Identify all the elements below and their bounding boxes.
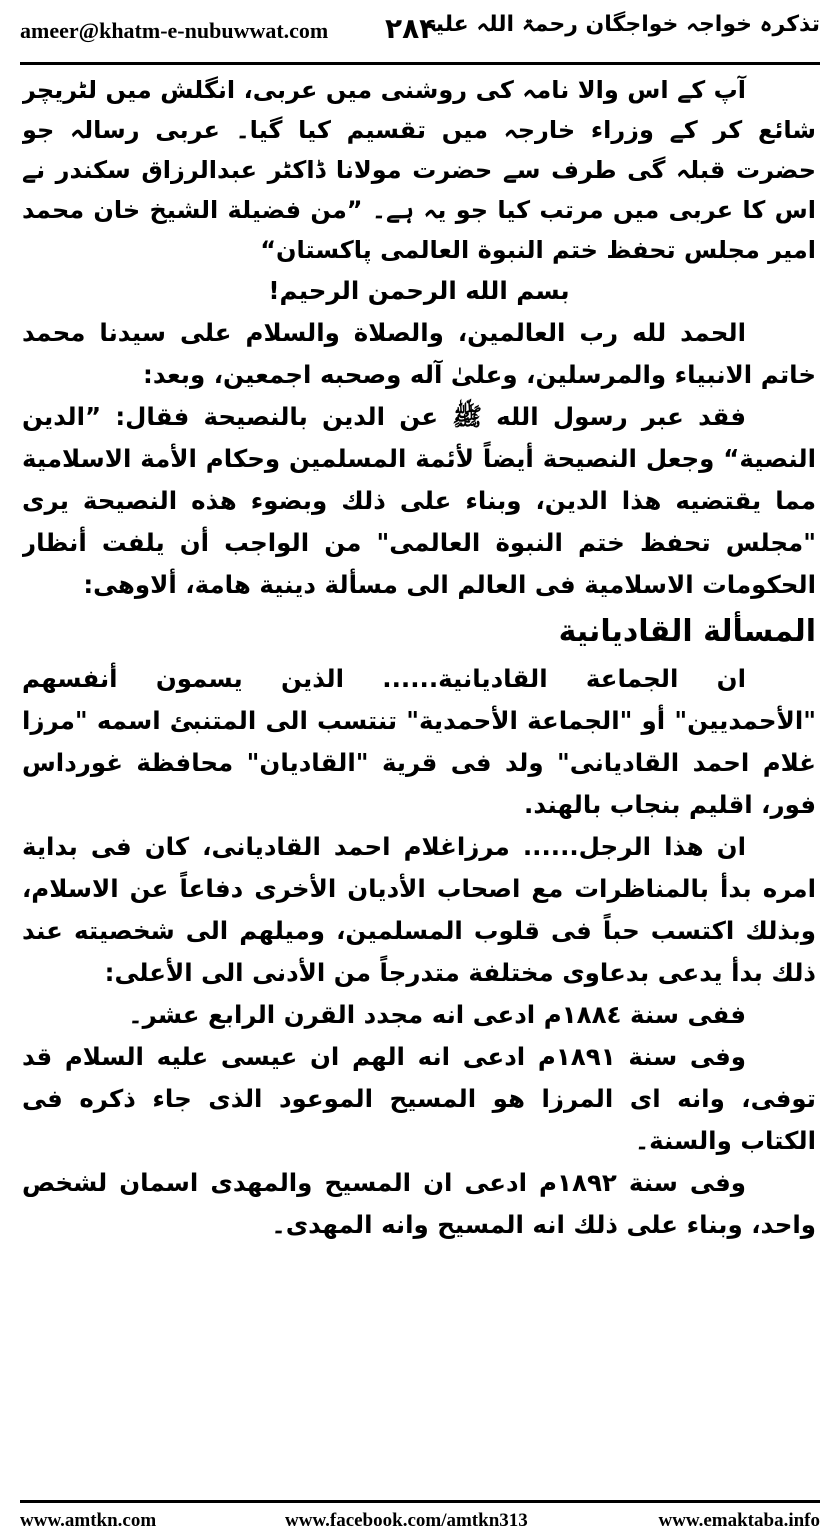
footer-link-emaktaba[interactable]: www.emaktaba.info xyxy=(658,1510,820,1531)
footer-divider xyxy=(20,1500,820,1503)
intro-paragraph: آپ کے اس والا نامہ کی روشنی میں عربی، انگلش میں لٹریچر شائع کر کے وزراء خارجہ میں تقسیم کیا گیا۔ عربی رسالہ جو حضرت قبلہ گی طرف سے حضرت مولانا ڈاکٹر عبدالرزاق سکندر نے اس کا عربی میں مرتب کیا جو یہ ہے۔ ”من فضيلة الشيخ خان محمد امير مجلس تحفظ ختم النبوة العالمی پاکستان“ xyxy=(22,76,816,264)
footer-link-facebook[interactable]: www.facebook.com/amtkn313 xyxy=(285,1510,528,1531)
hamd-paragraph: الحمد لله رب العالمين، والصلاة والسلام على سيدنا محمد خاتم الانبياء والمرسلين، وعلىٰ آله وصحبه اجمعين، وبعد: xyxy=(22,318,816,389)
basmala: بسم الله الرحمن الرحيم! xyxy=(268,276,570,305)
year-1891-paragraph: وفى سنة ١٨٩١م ادعى انه الهم ان عيسى عليه السلام قد توفى، وانه اى المرزا هو المسيح الموعود الذى جاء ذكره فى الكتاب والسنة۔ xyxy=(22,1042,816,1155)
header-email: ameer@khatm-e-nubuwwat.com xyxy=(20,18,329,43)
page-number: ۲۸۴ xyxy=(385,12,437,45)
jamaa-paragraph: ان الجماعة القاديانية...... الذين يسمون أنفسهم "الأحمديين" أو "الجماعة الأحمدية" تنتسب الى المتنبئ اسمه "مرزا غلام احمد القاديانى" ولد فى قرية "القاديان" محافظة غورداس فور، اقليم بنجاب بالهند. xyxy=(22,664,816,819)
header-divider xyxy=(20,62,820,65)
year-1884-paragraph: ففى سنة ١٨٨٤م ادعى انه مجدد القرن الرابع عشر۔ xyxy=(128,1000,746,1029)
book-title: تذکرہ خواجہ خواجگان رحمۃ اللہ علیہ xyxy=(422,12,820,37)
page-footer xyxy=(20,1510,820,1536)
year-1892-paragraph: وفى سنة ١٨٩٢م ادعى ان المسيح والمهدى اسمان لشخص واحد، وبناء على ذلك انه المسيح وانه المهدى۔ xyxy=(22,1168,816,1239)
rajul-paragraph: ان هذا الرجل...... مرزاغلام احمد القاديانى، كان فى بداية امره بدأ بالمناظرات مع اصحاب الأديان الأخرى دفاعاً عن الاسلام، وبذلك اكتسب حباً فى قلوب المسلمين، وميلهم الى شخصيته عند ذلك بدأ يدعى بدعاوى مختلفة متدرجاً من الأدنى الى الأعلى: xyxy=(22,832,816,987)
nasiha-paragraph: فقد عبر رسول الله ﷺ عن الدين بالنصيحة فقال: ”الدين النصية“ وجعل النصيحة أيضاً لأئمة المسلمين وحكام الأمة الاسلامية مما يقتضيه هذا الدين، وبناء على ذلك وبضوء هذه النصيحة يرى "مجلس تحفظ ختم النبوة العالمی" من الواجب أن يلفت أنظار الحكومات الاسلامية فى العالم الى مسألة دينية هامة، ألاوهى: xyxy=(22,402,816,599)
page-body xyxy=(22,70,816,1495)
footer-link-amtkn[interactable]: www.amtkn.com xyxy=(20,1510,157,1531)
page-header xyxy=(20,0,820,62)
section-heading: المسألة القاديانية xyxy=(558,614,816,649)
